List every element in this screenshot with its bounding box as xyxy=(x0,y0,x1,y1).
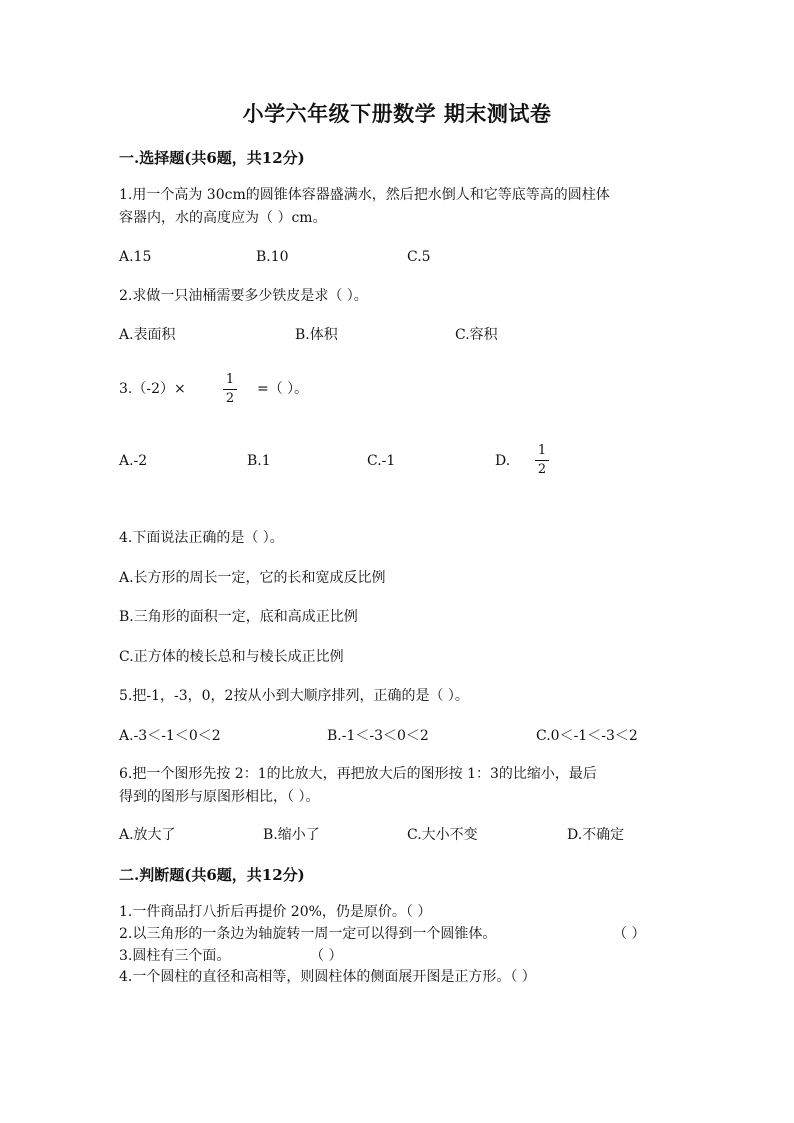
question-4-option-c: C.正方体的棱长总和与棱长成正比例 xyxy=(119,649,344,665)
question-1-line-1: 1.用一个高为 30cm的圆锥体容器盛满水，然后把水倒人和它等底等高的圆柱体 xyxy=(119,187,610,203)
question-2: 2.求做一只油桶需要多少铁皮是求（ ）。 xyxy=(119,288,368,304)
section-heading-choice: 一.选择题(共6题，共12分) xyxy=(119,149,305,167)
question-1-option-b: B.10 xyxy=(256,249,289,265)
question-3-prefix: 3.（-2）× xyxy=(119,381,186,397)
question-2-option-a: A.表面积 xyxy=(119,327,176,343)
question-3-option-c: C.-1 xyxy=(367,453,396,469)
question-5: 5.把-1，-3，0，2按从小到大顺序排列，正确的是（ ）。 xyxy=(119,688,469,704)
judgement-item-4: 4.一个圆柱的直径和高相等，则圆柱体的侧面展开图是正方形。（ ） xyxy=(119,969,536,985)
question-1-option-c: C.5 xyxy=(407,249,431,265)
question-3-option-b: B.1 xyxy=(247,453,271,469)
judgement-item-2: 2.以三角形的一条边为轴旋转一周一定可以得到一个圆锥体。 xyxy=(119,926,497,942)
question-3-option-a: A.-2 xyxy=(119,453,148,469)
question-2-option-c: C.容积 xyxy=(455,327,498,343)
question-4-option-a: A.长方形的周长一定，它的长和宽成反比例 xyxy=(119,570,386,586)
judgement-item-3: 3.圆柱有三个面。 xyxy=(119,948,231,964)
fraction-denominator: 2 xyxy=(225,391,235,406)
question-5-option-a: A.-3＜-1＜0＜2 xyxy=(119,728,221,744)
question-5-option-b: B.-1＜-3＜0＜2 xyxy=(327,728,429,744)
question-4: 4.下面说法正确的是（ ）。 xyxy=(119,530,284,546)
question-2-option-b: B.体积 xyxy=(295,327,338,343)
question-5-option-c: C.0＜-1＜-3＜2 xyxy=(536,728,638,744)
question-6-option-a: A.放大了 xyxy=(119,827,176,843)
section-heading-judgement: 二.判断题(共6题，共12分) xyxy=(119,866,305,884)
question-3-option-d: D. xyxy=(495,453,511,469)
fraction-bar xyxy=(535,460,549,461)
judgement-item-3-paren: （ ） xyxy=(310,948,343,964)
judgement-item-1: 1.一件商品打八折后再提价 20%，仍是原价。（ ） xyxy=(119,904,432,920)
question-3-suffix: =（ ）。 xyxy=(257,381,309,397)
question-6-line-2: 得到的图形与原图形相比，（ ）。 xyxy=(119,789,320,805)
question-3-fraction xyxy=(223,373,237,406)
fraction-numerator: 1 xyxy=(225,372,235,387)
question-3-option-d-fraction xyxy=(535,444,549,477)
fraction-numerator: 1 xyxy=(537,443,547,458)
page-title: 小学六年级下册数学 期末测试卷 xyxy=(242,101,552,126)
question-6-option-b: B.缩小了 xyxy=(263,827,320,843)
question-6-line-1: 6.把一个图形先按 2：1的比放大，再把放大后的图形按 1：3的比缩小，最后 xyxy=(119,766,597,782)
question-4-option-b: B.三角形的面积一定，底和高成正比例 xyxy=(119,609,358,625)
question-1-line-2: 容器内，水的高度应为（ ）cm。 xyxy=(119,210,327,226)
question-6-option-c: C.大小不变 xyxy=(407,827,478,843)
judgement-item-2-paren: （ ） xyxy=(613,926,646,942)
question-1-option-a: A.15 xyxy=(119,249,152,265)
fraction-bar xyxy=(223,389,237,390)
fraction-denominator: 2 xyxy=(537,462,547,477)
question-6-option-d: D.不确定 xyxy=(567,827,625,843)
